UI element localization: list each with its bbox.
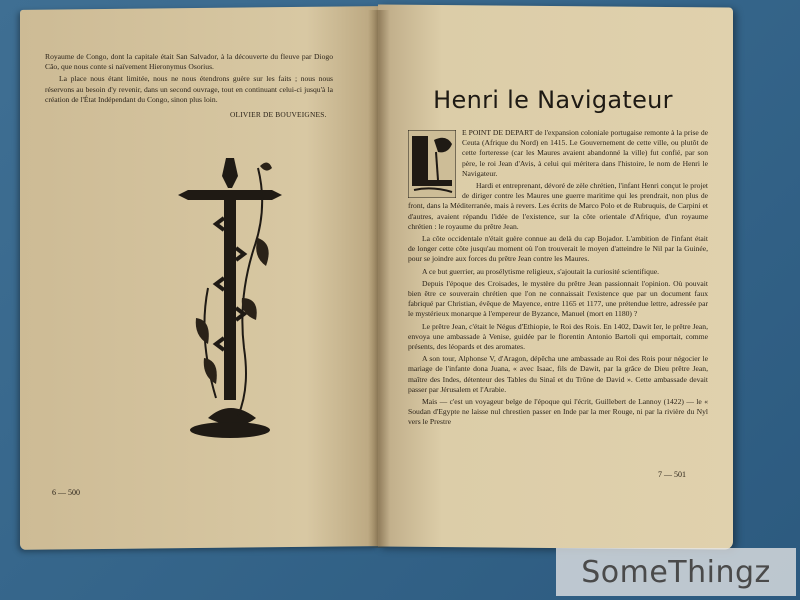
right-page-text [408, 128, 708, 430]
right-paragraph: A ce but guerrier, au prosélytisme religieux, s'ajoutait la curiosité scientifique. [422, 266, 660, 276]
left-page-number: 6 — 500 [52, 488, 80, 497]
left-paragraph: La place nous étant limitée, nous ne nous étendrons guère sur les faits ; nous nous réservons au besoin d'y revenir, dans un second ouvrage, tout en continuant celui-ci jusqu'à la création de l'État Indépendant du Congo, sinon plus loin. [45, 74, 333, 104]
left-page-text [45, 52, 333, 107]
right-paragraph: Mais — c'est un voyageur belge de l'époque qui l'écrit, Guillebert de Lannoy (1422) — le « Soudan d'Egypte ne laisse nul chrestien passer en Inde par la mer Rouge, ni par la rivière du Nyl vers le Prestre [408, 397, 708, 427]
woodcut-illustration [168, 148, 288, 448]
right-paragraph: A son tour, Alphonse V, d'Aragon, dépêcha une ambassade au Roi des Rois pour négocier le mariage de l'infante dona Juana, « avec Isaac, fils de Dawit, par la grâce de Dieu prêtre Jean, maître des Indes, détenteur des Tables du Sinaï et du Trône de David ». Cette ambassade devait passer par Jérusalem et l'Arabie. [408, 354, 708, 394]
watermark-logo: SomeThingz [556, 548, 796, 596]
chapter-title: Henri le Navigateur [433, 86, 673, 114]
book-gutter [368, 10, 390, 548]
right-page-number: 7 — 501 [658, 470, 686, 479]
right-paragraph: Le prêtre Jean, c'était le Négus d'Ethiopie, le Roi des Rois. En 1402, Dawit Ier, le prêtre Jean, envoya une ambassade à Venise, guidée par le florentin Antonio Bartoli qui emportait, comme présents, des léopards et des aromates. [408, 321, 708, 352]
right-paragraph: Depuis l'époque des Croisades, le mystère du prêtre Jean passionnait l'opinion. Où pouvait bien être ce souverain chrétien que l'on ne connaissait l'existence que par un document faux fabriqué par Christian, évêque de Mayence, entre 1165 et 1177, une prétendue lettre, adressée par le mystérieux monarque à l'empereur de Byzance, Manuel (mort en 1180) ? [408, 278, 708, 319]
author-signature: OLIVIER DE BOUVEIGNES. [230, 110, 327, 119]
right-paragraph: La côte occidentale n'était guère connue au delà du cap Bojador. L'ambition de l'infant était de longer cette côte jusqu'au moment où l'on trouverait le moyen d'atteindre le Nil par la Guinée, pour se joindre aux forces du prêtre Jean contre les Maures. [408, 234, 708, 264]
right-paragraph: Hardi et entreprenant, dévoré de zèle chrétien, l'infant Henri conçut le projet de diriger contre les Maures une guerre maritime qui les prendrait, non plus de front, dans la Méditerranée, mais à revers. Les écrits de Marco Polo et de Rubruquis, de Carpini et d'autres, avaient répandu l'idée de l'existence, sur la côte orientale d'Afrique, d'un royaume chrétien : le royaume du prêtre Jean. [408, 181, 708, 231]
drop-cap-woodcut [408, 130, 456, 198]
left-paragraph: Royaume de Congo, dont la capitale était San Salvador, à la découverte du fleuve par Diogo Cão, que nous conte si naïvement Hieronymus Osorius. [45, 52, 333, 72]
right-paragraph: E POINT DE DEPART de l'expansion coloniale portugaise remonte à la prise de Ceuta (Afrique du Nord) en 1415. Le Gouvernement de cette ville, ou plutôt de cette forteresse (car les Maures avaient abandonné la ville) fut confié, par son père, le roi Jean d'Avis, à celui qui méritera dans l'histoire, le nom de Henri le Navigateur. [462, 128, 708, 178]
